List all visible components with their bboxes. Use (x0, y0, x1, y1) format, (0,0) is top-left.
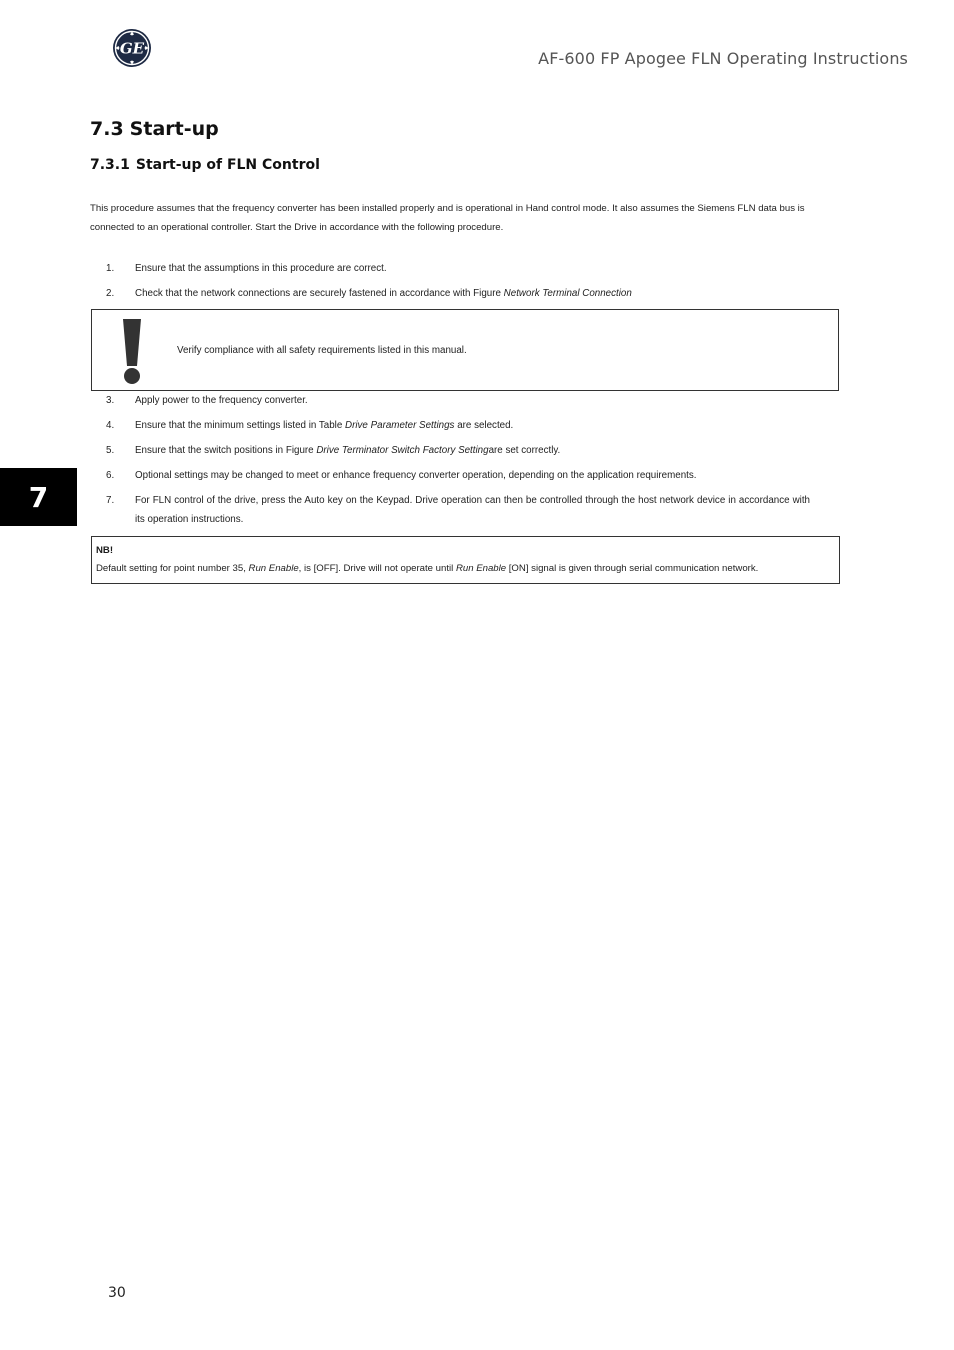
note-label: NB! (96, 545, 114, 556)
intro-paragraph: This procedure assumes that the frequency converter has been installed properly and is operational in Hand control mode. It also assumes the Siemens FLN data bus is connected to an operational controller. Start the Drive in accordance with the following procedure. (90, 203, 805, 233)
list-item (90, 284, 810, 303)
note-text: Default setting for point number 35, Run Enable, is [OFF]. Drive will not operate until Run Enable [ON] signal is given through serial communication network. (96, 563, 759, 574)
step-number: 4. (106, 420, 115, 431)
step-number: 7. (106, 495, 115, 506)
warning-text: Verify compliance with all safety requirements listed in this manual. (177, 345, 467, 356)
subsection-title: Start-up of FLN Control (135, 157, 320, 173)
list-item (90, 259, 810, 278)
page-number: 30 (108, 1285, 126, 1301)
section-heading (90, 118, 219, 140)
step-number: 1. (106, 263, 115, 274)
step-text: Apply power to the frequency converter. (135, 395, 308, 406)
step-number: 5. (106, 445, 115, 456)
step-text: Ensure that the assumptions in this procedure are correct. (135, 263, 387, 274)
step-text: Ensure that the minimum settings listed in Table Drive Parameter Settings are selected. (135, 420, 514, 431)
step-text: Ensure that the switch positions in Figure Drive Terminator Switch Factory Settingare set correctly. (135, 445, 561, 456)
step-number: 3. (106, 395, 115, 406)
list-item (90, 391, 810, 410)
section-number: 7.3 (90, 118, 124, 140)
safety-warning-box (91, 309, 839, 391)
step-number: 2. (106, 288, 115, 299)
step-text: Check that the network connections are securely fastened in accordance with Figure Network Terminal Connection (135, 288, 632, 299)
subsection-heading (90, 157, 320, 173)
section-title: Start-up (129, 118, 219, 140)
step-text: For FLN control of the drive, press the Auto key on the Keypad. Drive operation can then be controlled through the host network device in accordance with its operation instructions. (135, 495, 810, 525)
list-item (90, 441, 810, 460)
svg-text:GE: GE (119, 39, 145, 58)
exclamation-icon (120, 318, 144, 384)
step-text: Optional settings may be changed to meet or enhance frequency converter operation, depending on the application requirements. (135, 470, 697, 481)
ge-monogram-icon (112, 28, 152, 68)
list-item (90, 416, 810, 435)
document-title: AF-600 FP Apogee FLN Operating Instructions (538, 49, 908, 68)
chapter-tab: 7 (0, 468, 77, 526)
list-item (90, 466, 810, 485)
subsection-number: 7.3.1 (90, 157, 130, 173)
list-item (90, 491, 810, 529)
step-number: 6. (106, 470, 115, 481)
note-box (91, 536, 840, 584)
